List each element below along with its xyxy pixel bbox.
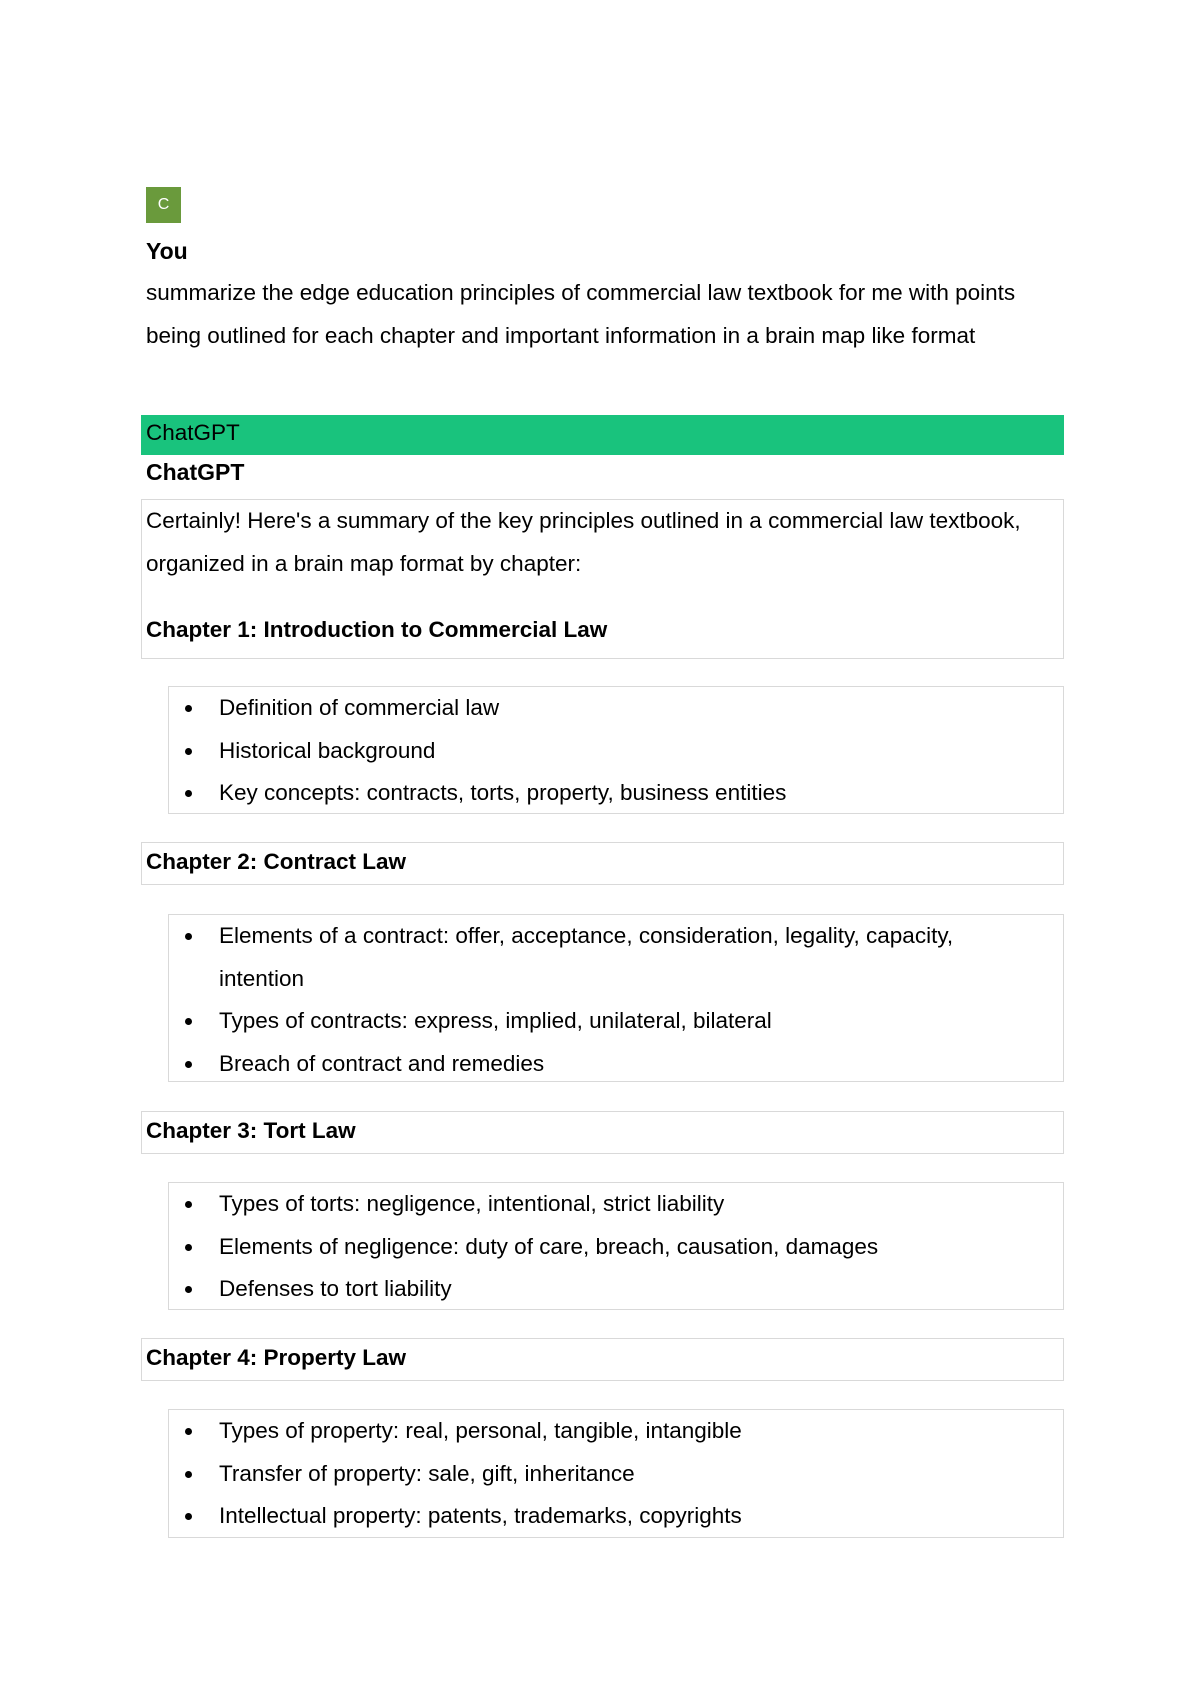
assistant-intro-box	[141, 499, 1064, 659]
bullet-icon	[185, 1061, 192, 1068]
list-item	[169, 1268, 1063, 1311]
list-item-text: Types of torts: negligence, intentional, strict liability	[219, 1191, 725, 1216]
list-item	[169, 1226, 1063, 1269]
chapter-4-heading-box	[141, 1338, 1064, 1381]
chapter-1-points	[168, 686, 1064, 814]
bullet-icon	[185, 705, 192, 712]
list-item-text: Elements of negligence: duty of care, breach, causation, damages	[219, 1233, 879, 1259]
chapter-4-points	[168, 1409, 1064, 1538]
list-item	[169, 915, 1063, 1000]
list-item-text: Intellectual property: patents, trademarks, copyrights	[219, 1503, 742, 1528]
chapter-3-heading-box	[141, 1111, 1064, 1154]
list-item	[169, 1410, 1063, 1453]
chapter-3-points	[168, 1182, 1064, 1310]
list-item-text: Transfer of property: sale, gift, inheritance	[219, 1460, 635, 1486]
list-item-text: Defenses to tort liability	[219, 1276, 452, 1301]
chapter-4-title: Chapter 4: Property Law	[146, 1345, 407, 1370]
list-item	[169, 1495, 1063, 1538]
list-item	[169, 1043, 1063, 1086]
user-message: summarize the edge education principles of commercial law textbook for me with points being outlined for each chapter and important information in a brain map like format	[146, 280, 1016, 348]
user-name-label: You	[146, 238, 188, 264]
list-item-text: Definition of commercial law	[219, 695, 500, 720]
list-item-text: Key concepts: contracts, torts, property, business entities	[219, 780, 787, 805]
bullet-icon	[185, 1471, 192, 1478]
bullet-icon	[185, 1286, 192, 1293]
bullet-icon	[185, 748, 192, 755]
chapter-2-title: Chapter 2: Contract Law	[146, 849, 407, 874]
assistant-intro-text: Certainly! Here's a summary of the key principles outlined in a commercial law textbook, organized in a brain map format by chapter:	[146, 508, 1021, 576]
assistant-name-label: ChatGPT	[146, 459, 245, 485]
chapter-3-title: Chapter 3: Tort Law	[146, 1118, 356, 1143]
bullet-icon	[185, 1018, 192, 1025]
list-item-text: Types of property: real, personal, tangible, intangible	[219, 1418, 742, 1443]
bullet-icon	[185, 1244, 192, 1251]
list-item	[169, 1000, 1063, 1043]
bullet-icon	[185, 1201, 192, 1208]
bullet-icon	[185, 790, 192, 797]
list-item-text: Elements of a contract: offer, acceptance, consideration, legality, capacity, intention	[219, 923, 954, 991]
list-item	[169, 1453, 1063, 1496]
list-item	[169, 1183, 1063, 1226]
list-item-text: Historical background	[219, 737, 436, 763]
list-item-text: Breach of contract and remedies	[219, 1050, 545, 1076]
list-item-text: Types of contracts: express, implied, unilateral, bilateral	[219, 1008, 772, 1033]
chapter-2-points	[168, 914, 1064, 1082]
list-item	[169, 687, 1063, 730]
assistant-header-bar	[141, 415, 1064, 455]
assistant-bar-label: ChatGPT	[146, 420, 240, 445]
bullet-icon	[185, 933, 192, 940]
bullet-icon	[185, 1513, 192, 1520]
list-item	[169, 730, 1063, 773]
list-item	[169, 772, 1063, 815]
chapter-1-title: Chapter 1: Introduction to Commercial Law	[146, 617, 608, 642]
user-avatar: C	[146, 187, 181, 223]
chapter-2-heading-box	[141, 842, 1064, 885]
bullet-icon	[185, 1428, 192, 1435]
